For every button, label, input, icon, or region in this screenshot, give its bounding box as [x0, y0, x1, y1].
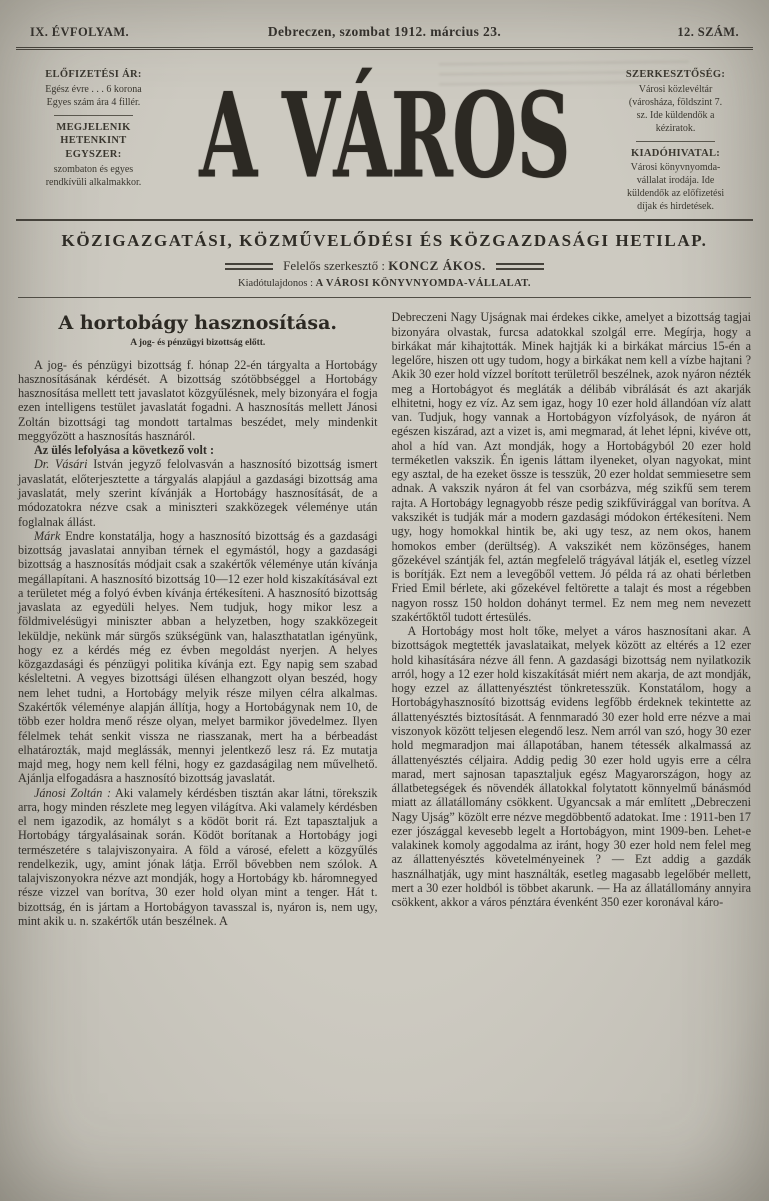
paragraph-lead: Dr. Vásári: [34, 457, 88, 472]
article-title: A hortobágy hasznosítása.: [58, 312, 338, 335]
divider: [54, 115, 133, 116]
paragraph-text: Az ülés lefolyása a következő volt :: [34, 443, 215, 458]
frequency-body: szombaton és egyes rendkívüli alkalmakkor.: [45, 163, 142, 188]
publisher-label: Kiadótulajdonos :: [238, 278, 313, 290]
editorial-box: [622, 60, 729, 213]
publisher-name: A VÁROSI KÖNYVNYOMDA-VÁLLALAT.: [315, 278, 531, 290]
decorative-rule-right: [496, 263, 544, 270]
paragraph-text: Endre konstatálja, hogy a hasznosító bizottság és a gazdasági bizottság javaslatai annyiban térnek el egymástól, hogy a gazdasági bizottság a hasznosítás módjait csak a szakértők véleménye után kívánja megállapítani. A hasznosító bizottság 10—12 ezer hold kiszakításával ezt a területet még a folyó évben kívánja értékesíteni. A hasznosító bizottság javaslata az egyedüli helyes. Nem tudjuk, hogy mikor lesz a földmivelésügyi miniszter abban a helyzetben, hogy szakközegeit leküldje, nekünk már sürgős szükségünk van, halaszthatatlan igényünk, hogy ez a kérdés még ez évben megoldást nyerjen. A helyes közgazdasági és pénzügyi politika kívánja ezt. Egy napig sem szabad késleltetni. A vegyes bizottsági ülésen elhangzott olyan beszéd, hogy nem lehet tudni, a Hortobágy melyik része milyen célra alkalmas. Szakértők véleménye alapján állítja, hogy a Hortobágynak nem 10, de több ezer holdra menő része olyan, melyet barmikor jövedelmez. Ilyen félelmek tehát senkit vissza ne riasszanak, mert ha a bérbeadást elhatározták, majd meglássák, mennyi jelentkező lesz rá. Ez mutatja majd meg, hogy nem kell félni, hogy ez gazdaságilag nem művelhető. Ajánlja elfogadásra a hasznosító bizottság javaslatát.: [18, 528, 378, 786]
divider: [636, 141, 715, 142]
editorial-office-title: SZERKESZTŐSÉG:: [625, 69, 726, 80]
article-paragraph: [18, 529, 378, 786]
editor-label: Felelős szerkesztő :: [283, 258, 385, 274]
article-paragraph: [392, 310, 752, 624]
subscription-price-single: Egyes szám ára 4 fillér.: [46, 96, 141, 108]
paragraph-text: Debreczeni Nagy Ujságnak mai érdekes cikke, amelyet a bizottság tagjai bizonyára olvastak, furcsa adatokkal szolgál erre. Megírja, hogy a birkákat már kihajtották. Minek hajtják ki a birkákat március 15-én a legelőre, hiszen ott ugy tudom, hogy a birkákat nem kell a vízbe hajtani ? Akik 30 ezer hold vízzel borított területről beszélnek, azok nyáron nézték meg a Hortobágyot és megláták a délibáb vibrálását és azt akarják elhitetni, hogy ez víz. Az sem igaz, hogy 10 ezer hold állandóan víz alatt van. Tudjuk, hogy vannak a Hortobágyon vízfolyások, de nyáron át egészen kiszárad, azt a vizet is, ami megmarad, át lehet lépni, kivéve ott, ahol a híd van. Azt mondják, hogy a Hortobágyból 20 ezer hold terméketlen vakszik. Én igenis láttam ilyeneket, olyan nagyokat, mint egy asztal, de ha ezeket össze is tesszük, 20 ezer holdat semmiesetre sem adnak. A vakszik nyáron át fel van csorbázva, még szikfű sem terem rajta. A Hortobágy legnagyobb része pedig szikfűvirággal van borítva. A vakszikét is tudják már a modern gazdasági módokon értékesíteni. Nem ugy, hogy homokkal hintik be, aki ugy tesz, az nem okos, hanem homokos ember (derültség). A vakszikét nem közönséges, hanem gőzekével szántják fel, aztán megfelelő trágyával látják el, esetleg vízzel is borítják. Ezt nem a levegőből vettem. Jó példa rá az ohati bérletben Fried Emil bérlete, aki gőzekével feltörette a talajt és most a régebben nagyon rossz 150 holdon dohányt termel. Ez nem meg nem nevezett szakértőktől tudott értesülés.: [391, 310, 751, 624]
frequency-title: MEGJELENIK HETENKINT EGYSZER:: [56, 121, 131, 160]
issue-info-bar: [16, 20, 753, 50]
article-paragraph: [18, 358, 378, 444]
publisher-line: [16, 275, 753, 297]
editor-name: KONCZ ÁKOS.: [388, 258, 486, 274]
paragraph-text: István jegyző felolvasván a hasznosító bizottság ismert javaslatát, előterjesztette a tárgyalás alapjául a gazdasági bizottság ama javaslatát, mely szerint kívánják a Hortobágy hasznosítását, de a módozatokra nézve csak a miniszteri szakközegek véleménye után foglalnak állást.: [18, 457, 378, 529]
paragraph-text: A jog- és pénzügyi bizottság f. hónap 22-én tárgyalta a Hortobágy hasznosításának kérdését. A bizottság szótöbbséggel a Hortobágy hasznosítása mellett tett javaslatot közgyűlésnek, mely bizonyára el fogja ezen intelligens testület javaslatát fogadni. A hasznosítás mellett Jánosi Zoltán bizottsági tag mondott tartalmas beszédet, mely mindenkit meggyőzött a hasznosítás hasznáról.: [18, 357, 378, 443]
subscription-price-year: Egész évre . . . 6 korona: [45, 83, 142, 95]
editorial-office-body: Városi közlevéltár (városháza, földszint 7. sz. Ide küldendők a kéziratok.: [628, 83, 723, 134]
issue-number: 12. SZÁM.: [677, 25, 739, 39]
subscription-box: [40, 60, 147, 213]
publishing-office-body: Városi könyvnyomda-vállalat irodája. Ide küldendők az előfizetési díjak és hirdetések.: [626, 162, 725, 213]
right-column: [392, 310, 752, 928]
newspaper-title: A VÁROS: [199, 66, 570, 205]
article-columns: [16, 298, 753, 928]
newspaper-subtitle: KÖZIGAZGATÁSI, KÖZMŰVELŐDÉSI ÉS KÖZGAZDASÁGI HETILAP.: [61, 231, 708, 251]
article-paragraph: [18, 786, 378, 929]
paragraph-lead: Jánosi Zoltán :: [34, 785, 112, 800]
article-paragraph: [18, 457, 378, 528]
article-paragraph: [18, 443, 378, 457]
publishing-office-title: KIADÓHIVATAL:: [630, 147, 721, 159]
paragraph-lead: Márk: [34, 528, 61, 543]
left-column: [18, 310, 378, 928]
newspaper-title-area: [147, 60, 622, 213]
editor-line: [16, 256, 753, 275]
decorative-rule-left: [225, 263, 273, 270]
subscription-title: ELŐFIZETÉSI ÁR:: [45, 69, 142, 80]
volume-label: IX. ÉVFOLYAM.: [30, 25, 130, 39]
editor-text: [283, 258, 486, 274]
paragraph-text: A Hortobágy most holt tőke, melyet a város hasznosítani akar. A bizottságok megtették javaslataikat, melyek között az eltérés a 12 ezer hold kihasítására nézve áll fenn. A gazdasági bizottság nem nyilatkozik arról, hogy a 12 ezer hold kiszakítását miért nem akarja, de azt mondják, hogy ezzel az állattenyésztést tönkretesszük. Konstatálom, hogy a Hortobágyhasznosító bizottság evidens legfőbb érdeknek tekintette az állattenyésztés biztosítását. A fennmaradó 30 ezer hold erre nézve a mai viszonyok között teljesen elegendő lesz. Nem arról van szó, hogy 30 ezer hold megmaradjon mai állapotában, hanem tétessék alkalmassá az állattenyésztés céljaira. Addig pedig 30 ezer hold ugyis erre a célra marad, mert sajnosan tapasztaljuk egész Magyarországon, hogy az állatbetegségek és növendék állatokkal folytatott könnyelmű bánásmód miatt az állatállomány csökkent. Ugyancsak a már említett „Debreczeni Nagy Ujság” közölt erre nézve megdöbbentő adatokat. Ime : 1911-ben 17 ezer jószággal kevesebb legelt a Hortobágyon, mint 1909-ben. Lehet-e valakinek komoly aggodalma az iránt, hogy 30 ezer hold nem felel meg az állattenyésztés követelményeinek ? — Ezt addig a gazdák használhatják, ugy mint használták, esetleg magasabb legelőbér mellett, mert a 30 ezer holdból is többet akarunk. — Ha az állatállomány annyira csökkent, akkor a város pénztára évenként 350 ezer koronával káro-: [391, 624, 751, 910]
masthead: [16, 50, 753, 221]
article-subtitle: A jog- és pénzügyi bizottság előtt.: [130, 337, 266, 348]
dateline: Debreczen, szombat 1912. március 23.: [267, 24, 502, 39]
article-paragraph: [392, 624, 752, 909]
paragraph-text: Aki valamely kérdésben tisztán akar látni, törekszik arra, hogy minden részlete meg legyen világítva. Aki valamely kérdésben el nem igazodik, az homályt s a ködöt borit rá. Ezt tapasztaljuk a Hortobágy tárgyalásainak során. Ködöt borítanak a Hortobágy jogi természetére s talajviszonyaira. A föld a városé, efelett a közgyűlés rendelkezik, ugy, amint jónak látja. Erről bővebben nem szólok. A talajviszonyokra nézve azt mondják, hogy a Hortobágy kb. háromnegyed része vizzel van borítva, 30 ezer hold olyan mint a tenger. Hát t. bizottság, én is jártam a Hortobágyon tavasszal is, nyáron is, nem ugy, mint akik u. n. szakértők után beszélnek. A: [18, 785, 378, 928]
